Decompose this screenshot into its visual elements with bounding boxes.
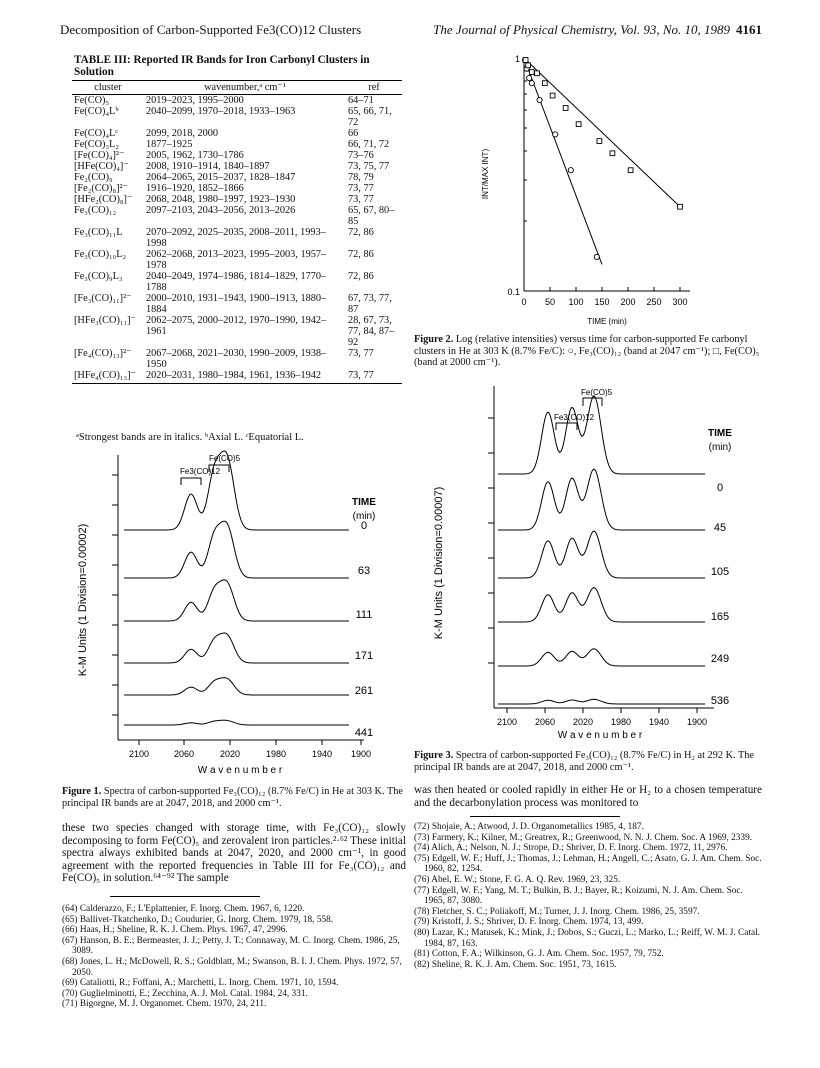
cell-wavenumber: 2005, 1962, 1730–1786 bbox=[146, 150, 244, 161]
reference-item: (72) Shojaie, A.; Atwood, J. D. Organometallics 1985, 4, 187. bbox=[414, 822, 644, 832]
reference-item: (73) Farmery, K.; Kilner, M.; Greatrex, R.; Greenwood, N. N. J. Chem. Soc. A 1969, 2339. bbox=[414, 832, 753, 843]
fig1-time-label: 171 bbox=[354, 650, 374, 662]
fig3-x-tick-label: 2020 bbox=[572, 717, 594, 727]
cell-wavenumber: 2019–2023, 1995–2000 bbox=[146, 95, 244, 106]
fig1-time-label: 261 bbox=[354, 685, 374, 697]
cell-cluster: [Fe₄(CO)₁₃]²⁻ bbox=[74, 348, 132, 359]
fig3-spectrum-3 bbox=[498, 588, 705, 622]
fig3-pentacarbonyl-label: Fe(CO)5 bbox=[581, 388, 613, 397]
fig3-x-tick-label: 1980 bbox=[610, 717, 632, 727]
cell-ref: 73, 77 bbox=[348, 183, 374, 194]
cell-ref: 65, 66, 71, 72 bbox=[348, 106, 392, 128]
fig3-cluster-label: Fe3(CO)12 bbox=[554, 413, 595, 422]
fig2-pentacarbonyl-point bbox=[597, 139, 602, 144]
fig2-x-tick-label: 100 bbox=[568, 297, 584, 307]
table-row bbox=[72, 172, 402, 183]
fig2-x-tick-label: 250 bbox=[646, 297, 662, 307]
cell-ref: 73, 77 bbox=[346, 370, 402, 384]
fig2-cluster-point bbox=[553, 132, 558, 137]
cell-ref: 67, 73, 77, 87 bbox=[348, 293, 392, 315]
cell-wavenumber: 2062–2075, 2000–2012, 1970–1990, 1942–1961 bbox=[146, 315, 327, 337]
reference-item: (75) Edgell, W. F.; Huff, J.; Thomas, J.; Lehman, H.; Angell, C.; Asato, G. J. Am. Chem. Soc. 1960, 82, 1254. bbox=[414, 853, 762, 875]
references-left bbox=[62, 904, 406, 1010]
cell-cluster: Fe(CO)₅ bbox=[74, 95, 110, 106]
fig2-pentacarbonyl-point bbox=[529, 70, 534, 75]
body-text-right: was then heated or cooled rapidly in either He or H₂ to a chosen temperature and the decarbonylation process was monitored to bbox=[414, 784, 762, 809]
reference-item: (76) Abel, E. W.; Stone, F. G. A. Q. Rev. 1969, 23, 325. bbox=[414, 874, 621, 885]
table-footnote: ᵃStrongest bands are in italics. ᵇAxial L. ᶜEquatorial L. bbox=[76, 432, 304, 443]
table-row bbox=[72, 271, 402, 293]
fig1-time-label: 111 bbox=[355, 609, 373, 621]
fig2-ytick-top: 1 bbox=[514, 54, 520, 64]
table-row bbox=[72, 315, 402, 348]
fig1-x-tick-label: 1940 bbox=[311, 749, 333, 759]
table-title: TABLE III: Reported IR Bands for Iron Carbonyl Clusters in Solution bbox=[74, 54, 370, 78]
table-row bbox=[72, 249, 402, 271]
ir-bands-table bbox=[72, 80, 402, 384]
table-row bbox=[72, 161, 402, 172]
running-header: Decomposition of Carbon-Supported Fe3(CO)12 Clusters bbox=[60, 22, 362, 37]
references-right bbox=[414, 822, 762, 970]
fig2-pentacarbonyl-point bbox=[678, 204, 683, 209]
cell-ref: 73, 77 bbox=[348, 194, 374, 205]
table-row bbox=[72, 293, 402, 315]
reference-item: (79) Kristoff, J. S.; Shriver, D. F. Inorg. Chem. 1974, 13, 499. bbox=[414, 917, 644, 928]
fig2-pentacarbonyl-point bbox=[576, 122, 581, 127]
fig2-x-tick-label: 300 bbox=[672, 297, 688, 307]
cell-cluster: Fe₃(CO)₁₁L bbox=[74, 227, 123, 238]
figure-3-caption: Figure 3. Spectra of carbon-supported Fe₃(CO)₁₂ (8.7% Fe/C) in H₂ at 292 K. The principal IR bands are at 2047, 2018, and 2000 cm⁻¹. bbox=[414, 750, 754, 773]
reference-item: (65) Ballivet-Tkatchenko, D.; Coudurier, G. Inorg. Chem. 1979, 18, 558. bbox=[62, 914, 334, 925]
cell-ref: 73–76 bbox=[348, 150, 374, 161]
fig2-cluster-point bbox=[527, 75, 532, 80]
body-text-left: these two species changed with storage time, with Fe₃(CO)₁₂ slowly decomposing to form Fe(CO)₅ and zerovalent iron particles.²·⁶² These initial spectra always exhibited bands at 2047, 2020, and 2000 cm⁻¹, in good agreement with the reported frequencies in Table III for Fe₃(CO)₁₂ and Fe(CO)₅ in solution.⁶⁴⁻⁹² The sample bbox=[62, 822, 406, 885]
cell-wavenumber: 2000–2010, 1931–1943, 1900–1913, 1880–1884 bbox=[146, 293, 327, 315]
fig3-time-title: TIME bbox=[708, 428, 732, 439]
fig3-time-label: 45 bbox=[713, 522, 727, 534]
cell-cluster: Fe₃(CO)₉L₃ bbox=[74, 271, 123, 282]
reference-item: (67) Hanson, B. E.; Bermeaster, J. J.; Petty, J. T.; Connaway, M. C. Inorg. Chem. 1986, 25, 3089. bbox=[62, 935, 400, 957]
cell-wavenumber: 2020–2031, 1980–1984, 1961, 1936–1942 bbox=[144, 370, 346, 384]
fig3-x-tick-label: 1940 bbox=[648, 717, 670, 727]
cell-ref: 66, 71, 72 bbox=[348, 139, 390, 150]
fig1-cluster-label: Fe3(CO)12 bbox=[180, 467, 221, 476]
fig3-spectrum-2 bbox=[498, 531, 705, 578]
table-row bbox=[72, 95, 402, 107]
fig3-spectrum-1 bbox=[498, 469, 705, 530]
cell-cluster: [HFe(CO)₄]⁻ bbox=[74, 161, 129, 172]
fig2-pentacarbonyl-point bbox=[550, 93, 555, 98]
fig2-x-tick-label: 150 bbox=[594, 297, 610, 307]
fig1-x-tick-label: 2060 bbox=[173, 749, 195, 759]
fig3-spectrum-5 bbox=[498, 699, 705, 704]
col-header-ref: ref bbox=[346, 81, 402, 95]
reference-item: (71) Bigorgne, M. J. Organomet. Chem. 1970, 24, 211. bbox=[62, 999, 267, 1010]
fig1-time-label: 63 bbox=[357, 565, 371, 577]
cell-ref: 28, 67, 73, 77, 84, 87–92 bbox=[348, 315, 395, 348]
fig3-x-tick-label: 1900 bbox=[686, 717, 708, 727]
reference-item: (78) Fletcher, S. C.; Poliakoff, M.; Turner, J. J. Inorg. Chem. 1986, 25, 3597. bbox=[414, 906, 700, 917]
fig3-time-label: 536 bbox=[710, 695, 730, 707]
cell-cluster: [Fe₃(CO)₁₁]²⁻ bbox=[74, 293, 132, 304]
cell-ref: 72, 86 bbox=[348, 227, 374, 238]
fig1-x-axis-label: W a v e n u m b e r bbox=[197, 765, 283, 776]
reference-item: (74) Alich, A.; Nelson, N. J.; Strope, D.; Shriver, D. F. Inorg. Chem. 1972, 11, 2976. bbox=[414, 843, 728, 854]
reference-item: (70) Guglielminotti, E.; Zecchina, A. J. Mol. Catal. 1984, 24, 331. bbox=[62, 988, 308, 999]
fig1-y-axis-label: K-M Units (1 Division=0.00002) bbox=[77, 523, 89, 677]
fig1-spectrum-5 bbox=[124, 720, 349, 725]
fig1-x-tick-label: 2100 bbox=[128, 749, 150, 759]
figure-1 bbox=[64, 450, 404, 780]
table-row bbox=[72, 139, 402, 150]
figure-1-caption: Figure 1. Spectra of carbon-supported Fe₃(CO)₁₂ (8.7% Fe/C) in He at 303 K. The principal IR bands are at 2047, 2018, and 2000 cm⁻¹. bbox=[62, 786, 403, 809]
figure-2-caption: Figure 2. Log (relative intensities) versus time for carbon-supported Fe carbonyl clusters in He at 303 K (8.7% Fe/C): ○, Fe₃(CO)₁₂ (band at 2047 cm⁻¹); □, Fe(CO)₅ (band at 2000 cm⁻¹). bbox=[414, 334, 760, 368]
fig1-x-tick-label: 1980 bbox=[265, 749, 287, 759]
cell-wavenumber: 1916–1920, 1852–1866 bbox=[146, 183, 244, 194]
fig1-pentacarbonyl-label: Fe(CO)5 bbox=[209, 454, 241, 463]
cell-ref: 73, 75, 77 bbox=[348, 161, 390, 172]
table-header-row bbox=[72, 81, 402, 95]
reference-item: (77) Edgell, W. F.; Yang, M. T.; Bulkin, B. J.; Bayer, R.; Koizumi, N. J. Am. Chem. Soc. 1965, 87, 3080. bbox=[414, 885, 743, 907]
fig1-spectrum-4 bbox=[124, 678, 349, 695]
table-row bbox=[72, 348, 402, 370]
fig3-y-axis-label: K-M Units (1 Division=0.00007) bbox=[433, 486, 445, 640]
table-row bbox=[72, 150, 402, 161]
fig2-pentacarbonyl-point bbox=[610, 151, 615, 156]
cell-cluster: Fe₂(CO)₉ bbox=[74, 172, 113, 183]
cell-ref: 65, 67, 80–85 bbox=[348, 205, 395, 227]
fig2-pentacarbonyl-point bbox=[526, 63, 531, 68]
reference-item: (68) Jones, L. H.; McDowell, R. S.; Goldblatt, M.; Swanson, B. I. J. Chem. Phys. 1972, 57, 2050. bbox=[62, 956, 402, 978]
fig1-time-label: 0 bbox=[360, 520, 368, 532]
fig3-time-unit: (min) bbox=[708, 442, 732, 453]
fig2-cluster-point bbox=[529, 81, 534, 86]
col-header-cluster: cluster bbox=[72, 81, 144, 95]
cell-wavenumber: 2064–2065, 2015–2037, 1828–1847 bbox=[146, 172, 296, 183]
fig1-time-label: 441 bbox=[354, 727, 374, 739]
fig2-y-axis-label: INT/MAX INT) bbox=[481, 148, 490, 200]
cell-wavenumber: 2070–2092, 2025–2035, 2008–2011, 1993–1998 bbox=[146, 227, 326, 249]
cell-cluster: [HFe₄(CO)₁₃]⁻ bbox=[72, 370, 144, 384]
reference-item: (80) Lazar, K.; Matusek, K.; Mink, J.; Dobos, S.; Guczi, L.; Marko, L.; Reiff, W. M. J. Catal. 1984, 87, 163. bbox=[414, 927, 760, 949]
fig1-time-unit: (min) bbox=[352, 511, 376, 522]
cell-cluster: Fe(CO)₃L₂ bbox=[74, 139, 119, 150]
journal-name: The Journal of Physical Chemistry, Vol. 93, No. 10, 1989 bbox=[433, 22, 730, 37]
cell-wavenumber: 2067–2068, 2021–2030, 1990–2009, 1938–1950 bbox=[146, 348, 327, 370]
fig3-time-label: 249 bbox=[710, 653, 730, 665]
cell-ref: 66 bbox=[348, 128, 359, 139]
table-row bbox=[72, 370, 402, 384]
cell-wavenumber: 2040–2049, 1974–1986, 1814–1829, 1770–1788 bbox=[146, 271, 327, 293]
reference-item: (66) Haas, H.; Sheline, R. K. J. Chem. Phys. 1967, 47, 2996. bbox=[62, 925, 288, 936]
fig2-pentacarbonyl-point bbox=[563, 106, 568, 111]
cell-ref: 64–71 bbox=[348, 95, 374, 106]
cell-ref: 72, 86 bbox=[348, 271, 374, 282]
fig1-spectrum-2 bbox=[124, 580, 349, 621]
cell-cluster: Fe(CO)₄Lᶜ bbox=[74, 128, 118, 139]
figure-3 bbox=[414, 378, 764, 744]
fig2-pentacarbonyl-point bbox=[628, 168, 633, 173]
fig3-time-label: 165 bbox=[710, 611, 730, 623]
cell-wavenumber: 2062–2068, 2013–2023, 1995–2003, 1957–1978 bbox=[146, 249, 327, 271]
fig3-time-label: 105 bbox=[710, 566, 730, 578]
fig1-x-tick-label: 1900 bbox=[350, 749, 372, 759]
fig2-pentacarbonyl-point bbox=[523, 58, 528, 63]
table-row bbox=[72, 183, 402, 194]
page-number: 4161 bbox=[736, 22, 762, 37]
cell-wavenumber: 2008, 1910–1914, 1840–1897 bbox=[146, 161, 270, 172]
cell-cluster: Fe(CO)₄Lᵇ bbox=[74, 106, 119, 117]
reference-item: (81) Cotton, F. A.; Wilkinson, G. J. Am. Chem. Soc. 1957, 79, 752. bbox=[414, 949, 664, 960]
cell-ref: 73, 77 bbox=[348, 348, 374, 359]
fig3-x-axis-label: W a v e n u m b e r bbox=[557, 730, 643, 741]
fig2-x-tick-label: 0 bbox=[521, 297, 527, 307]
fig2-x-tick-label: 50 bbox=[544, 297, 556, 307]
fig3-time-label: 0 bbox=[716, 482, 724, 494]
fig3-spectrum-0 bbox=[498, 396, 705, 474]
journal-citation bbox=[433, 22, 762, 38]
cell-wavenumber: 2097–2103, 2043–2056, 2013–2026 bbox=[146, 205, 296, 216]
fig3-spectrum-4 bbox=[498, 649, 705, 666]
fig2-x-axis-label: TIME (min) bbox=[587, 317, 627, 326]
cell-wavenumber: 1877–1925 bbox=[146, 139, 193, 150]
fig2-ytick-bottom: 0.1 bbox=[507, 287, 520, 297]
fig2-cluster-fit-line bbox=[524, 58, 602, 264]
cell-ref: 78, 79 bbox=[348, 172, 374, 183]
fig2-cluster-point bbox=[594, 254, 599, 259]
reference-item: (64) Calderazzo, F.; L'Eplattenier, F. Inorg. Chem. 1967, 6, 1220. bbox=[62, 904, 305, 914]
fig2-pentacarbonyl-point bbox=[535, 71, 540, 76]
table-row bbox=[72, 194, 402, 205]
table-row bbox=[72, 205, 402, 227]
cell-wavenumber: 2068, 2048, 1980–1997, 1923–1930 bbox=[146, 194, 296, 205]
cell-cluster: [HFe₂(CO)₈]⁻ bbox=[74, 194, 133, 205]
cell-cluster: [Fe(CO)₄]²⁻ bbox=[74, 150, 125, 161]
col-header-wavenumber: wavenumber,ᵃ cm⁻¹ bbox=[144, 81, 346, 95]
fig1-spectrum-3 bbox=[124, 633, 349, 663]
reference-item: (82) Sheline, R. K. J. Am. Chem. Soc. 1951, 73, 1615. bbox=[414, 959, 617, 970]
cell-cluster: [Fe₂(CO)₈]²⁻ bbox=[74, 183, 129, 194]
table-row bbox=[72, 106, 402, 128]
cell-cluster: Fe₃(CO)₁₀L₂ bbox=[74, 249, 127, 260]
fig2-x-tick-label: 200 bbox=[620, 297, 636, 307]
cell-cluster: Fe₃(CO)₁₂ bbox=[74, 205, 117, 216]
cell-wavenumber: 2099, 2018, 2000 bbox=[146, 128, 219, 139]
fig2-cluster-point bbox=[568, 168, 573, 173]
reference-item: (69) Cataliotti, R.; Foffani, A.; Marchetti, L. Inorg. Chem. 1971, 10, 1594. bbox=[62, 978, 339, 989]
fig1-time-title: TIME bbox=[352, 497, 376, 508]
fig1-x-tick-label: 2020 bbox=[219, 749, 241, 759]
figure-2 bbox=[470, 46, 710, 336]
fig2-cluster-point bbox=[537, 97, 542, 102]
cell-cluster: [HFe₃(CO)₁₁]⁻ bbox=[74, 315, 136, 326]
fig3-x-tick-label: 2060 bbox=[534, 717, 556, 727]
fig3-x-tick-label: 2100 bbox=[496, 717, 518, 727]
table-row bbox=[72, 128, 402, 139]
fig2-pentacarbonyl-point bbox=[542, 81, 547, 86]
table-row bbox=[72, 227, 402, 249]
cell-ref: 72, 86 bbox=[348, 249, 374, 260]
cell-wavenumber: 2040–2099, 1970–2018, 1933–1963 bbox=[146, 106, 296, 117]
